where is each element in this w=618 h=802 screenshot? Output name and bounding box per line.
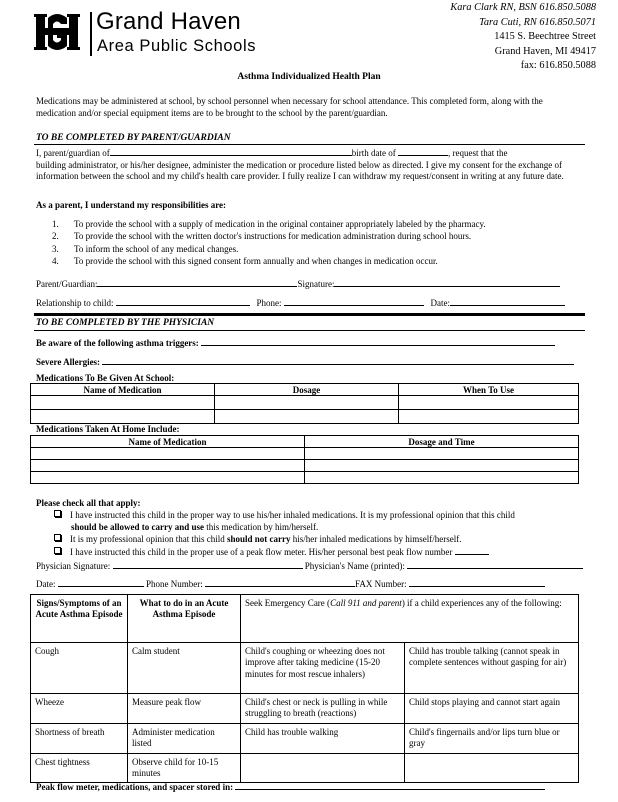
triggers-field[interactable] (201, 336, 555, 346)
table-cell (405, 753, 579, 783)
table-cell[interactable] (31, 410, 215, 424)
table-cell[interactable] (31, 460, 305, 472)
table-cell: Child stops playing and cannot start again (405, 694, 579, 724)
storage-row: Peak flow meter, medications, and spacer stored in: (36, 780, 545, 792)
check-heading: Please check all that apply: (36, 498, 141, 508)
physician-date-field[interactable] (58, 577, 144, 587)
column-header: When To Use (399, 384, 579, 396)
form-title: Asthma Individualized Health Plan (237, 72, 381, 82)
table-cell[interactable] (31, 472, 305, 484)
relationship-row: Relationship to child: Phone: Date: (36, 296, 565, 308)
physician-fax-field[interactable] (409, 577, 545, 587)
column-header: Seek Emergency Care (Call 911 and parent) if a child experiences any of the following: (241, 595, 579, 643)
home-meds-heading: Medications Taken At Home Include: (36, 424, 180, 434)
parent-name-field[interactable] (97, 277, 297, 287)
table-cell: Wheeze (31, 694, 128, 724)
storage-location-field[interactable] (235, 780, 545, 790)
column-header: What to do in an Acute Asthma Episode (128, 595, 241, 643)
parent-phone-field[interactable] (284, 296, 424, 306)
table-cell[interactable] (31, 396, 215, 410)
table-cell: Child's coughing or wheezing does not improve after taking medicine (15-20 minutes for most rescue inhalers) (241, 643, 405, 694)
column-header: Dosage (215, 384, 399, 396)
section-divider-thick (34, 313, 585, 316)
district-logo-icon (34, 10, 80, 54)
birthdate-field[interactable] (398, 146, 448, 156)
physician-contact-row: Date: Phone Number: FAX Number: (36, 577, 545, 589)
org-subname: Area Public Schools (97, 37, 257, 55)
symptom-table (30, 594, 579, 783)
physician-phone-field[interactable] (205, 577, 355, 587)
table-cell[interactable] (399, 410, 579, 424)
physician-section-heading: TO BE COMPLETED BY THE PHYSICIAN (36, 318, 215, 328)
checkbox[interactable] (54, 534, 61, 541)
table-cell: Child's chest or neck is pulling in while struggling to breath (reactions) (241, 694, 405, 724)
column-header: Dosage and Time (305, 436, 579, 448)
contact-line: Grand Haven, MI 49417 (494, 45, 596, 57)
physician-signature-field[interactable] (113, 559, 303, 569)
peak-flow-field[interactable] (455, 545, 489, 555)
table-cell: Child's fingernails and/or lips turn blue or gray (405, 723, 579, 753)
school-meds-heading: Medications To Be Given At School: (36, 373, 175, 383)
table-cell[interactable] (305, 460, 579, 472)
consent-paragraph (36, 146, 584, 183)
parent-signature-field[interactable] (334, 277, 560, 287)
table-cell: Chest tightness (31, 753, 128, 783)
table-cell: Child has trouble walking (241, 723, 405, 753)
triggers-row: Be aware of the following asthma triggers: (36, 336, 555, 348)
consent-text: building administrator, or his/her designee, administer the medication or procedure listed below as directed. I give my consent for the exchange of information between the school and my child's health care provider. I fully realize I can withdraw my request/consent in writing at any future date. (36, 159, 564, 182)
table-cell (241, 753, 405, 783)
logo-divider (90, 12, 92, 56)
contact-line: 1415 S. Beechtree Street (494, 31, 596, 43)
parent-section-heading: TO BE COMPLETED BY PARENT/GUARDIAN (36, 133, 231, 143)
check-item: I have instructed this child in the proper way to use his/her inhaled medications. It is my professional opinion that this child (54, 509, 584, 521)
check-item: I have instructed this child in the proper use of a peak flow meter. His/her personal best peak flow number (54, 545, 584, 558)
list-item: 2. To provide the school with the written doctor's instructions for medication administration during school hours. (52, 231, 472, 242)
contact-line: fax: 616.850.5088 (520, 60, 596, 72)
column-header: Name of Medication (31, 384, 215, 396)
table-cell: Shortness of breath (31, 723, 128, 753)
responsibilities-list (52, 218, 592, 267)
table-cell[interactable] (31, 448, 305, 460)
contact-line: Tara Cuti, RN 616.850.5071 (479, 16, 596, 28)
table-cell[interactable] (215, 410, 399, 424)
list-item: 3. To inform the school of any medical changes. (52, 243, 239, 254)
check-list (54, 509, 584, 558)
home-meds-table (30, 435, 579, 484)
contact-block (450, 1, 596, 74)
consent-label: I, parent/guardian of (36, 148, 110, 158)
list-item: 1. To provide the school with a supply of medication in the original container appropriately labeled by the pharmacy. (52, 219, 486, 229)
table-cell: Administer medication listed (128, 723, 241, 753)
section-divider (34, 144, 585, 145)
check-item: It is my professional opinion that this child should not carry his/her inhaled medications by himself/herself. (54, 533, 584, 545)
consent-label-end: , request that the (447, 148, 508, 158)
allergies-row: Severe Allergies: (36, 355, 574, 367)
responsibilities-heading: As a parent, I understand my responsibilities are: (36, 200, 227, 210)
column-header: Name of Medication (31, 436, 305, 448)
table-cell: Child has trouble talking (cannot speak in complete sentences without gasping for air) (405, 643, 579, 694)
table-cell: Calm student (128, 643, 241, 694)
child-name-field[interactable] (110, 146, 352, 156)
parent-date-field[interactable] (450, 296, 565, 306)
relationship-field[interactable] (116, 296, 250, 306)
table-cell: Observe child for 10-15 minutes (128, 753, 241, 783)
table-cell: Measure peak flow (128, 694, 241, 724)
checkbox[interactable] (54, 547, 61, 554)
intro-text: Medications may be administered at school, by school personnel when necessary for school attendance. This completed form, along with the medication and/or special equipment items are to be brought to the school by the parent/guardian. (36, 96, 543, 118)
school-meds-table (30, 383, 579, 424)
table-cell: Cough (31, 643, 128, 694)
birthdate-label: birth date of (351, 148, 396, 158)
section-divider (34, 330, 585, 331)
allergies-field[interactable] (102, 355, 574, 365)
list-item: 4. To provide the school with this signed consent form annually and when changes in medication occur. (52, 255, 438, 266)
check-item-continued: should be allowed to carry and use this medication by him/herself. (71, 522, 319, 532)
parent-signature-row: Parent/Guardian: Signature: (36, 277, 560, 289)
physician-signature-row: Physician Signature: Physician's Name (printed): (36, 559, 583, 571)
table-cell[interactable] (305, 472, 579, 484)
table-cell[interactable] (215, 396, 399, 410)
physician-name-field[interactable] (407, 559, 583, 569)
table-cell[interactable] (305, 448, 579, 460)
contact-line: Kara Clark RN, BSN 616.850.5088 (450, 2, 596, 13)
checkbox[interactable] (54, 510, 61, 517)
org-name: Grand Haven (96, 8, 241, 35)
table-cell[interactable] (399, 396, 579, 410)
column-header: Signs/Symptoms of an Acute Asthma Episode (31, 595, 128, 643)
